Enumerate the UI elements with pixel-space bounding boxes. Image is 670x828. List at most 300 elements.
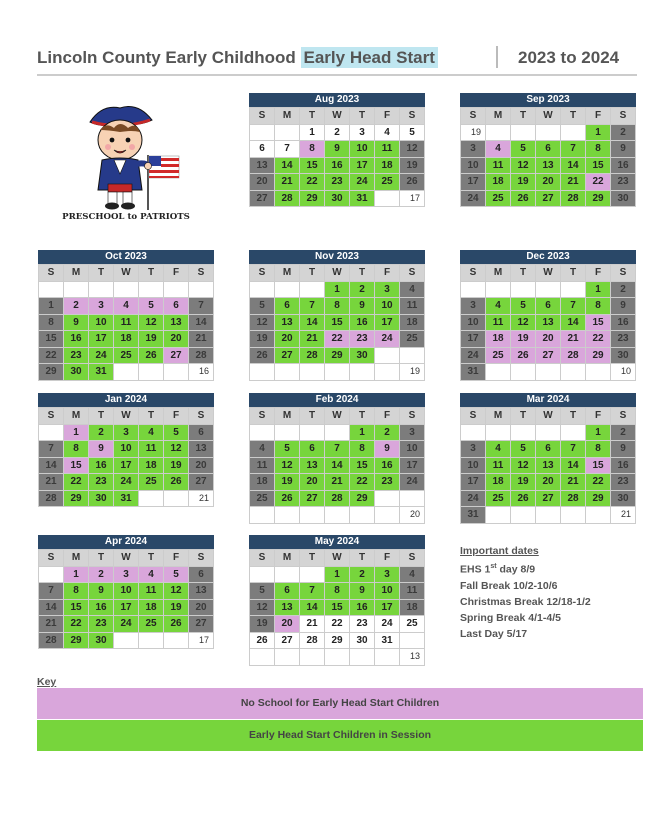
important-dates (460, 543, 591, 642)
calendar-day: 9 (350, 583, 375, 600)
calendar-day: 28 (561, 491, 586, 508)
calendar-day: 16 (611, 158, 636, 175)
calendar-day: 7 (325, 441, 350, 458)
calendar-day: 15 (325, 600, 350, 617)
calendar-empty-cell (275, 507, 300, 524)
calendar-day: 2 (611, 125, 636, 142)
calendar-day: 2 (64, 298, 89, 315)
key-no-school: No School for Early Head Start Children (37, 688, 643, 719)
calendar-empty-cell (375, 491, 400, 508)
calendar-day: 18 (400, 315, 425, 332)
calendar-month-title: Aug 2023 (249, 93, 425, 107)
calendar-day: 4 (486, 441, 511, 458)
day-of-week-header: S (189, 408, 214, 425)
calendar-month-title: Sep 2023 (460, 93, 636, 107)
calendar-empty-cell (375, 191, 400, 208)
calendar-day: 10 (89, 315, 114, 332)
day-of-week-header: W (536, 108, 561, 125)
calendar-day: 23 (325, 174, 350, 191)
calendar-empty-cell (350, 649, 375, 666)
calendar-day: 14 (189, 315, 214, 332)
school-day-count: 21 (611, 507, 636, 524)
calendar-oct-2023 (38, 250, 214, 381)
calendar-day: 6 (250, 141, 275, 158)
day-of-week-header: T (89, 550, 114, 567)
header-underline (37, 74, 637, 76)
calendar-day: 6 (275, 583, 300, 600)
calendar-day: 19 (275, 474, 300, 491)
calendar-day: 8 (64, 441, 89, 458)
calendar-day: 10 (375, 583, 400, 600)
calendar-day: 4 (400, 567, 425, 584)
calendar-day: 30 (325, 191, 350, 208)
calendar-day: 6 (536, 141, 561, 158)
calendar-day: 18 (139, 458, 164, 475)
calendar-day: 11 (486, 458, 511, 475)
day-of-week-header: W (114, 408, 139, 425)
calendar-day: 21 (325, 474, 350, 491)
calendar-empty-cell (536, 125, 561, 142)
calendar-grid (38, 407, 214, 507)
calendar-day: 18 (486, 474, 511, 491)
calendar-day: 3 (89, 298, 114, 315)
calendar-day: 23 (611, 174, 636, 191)
calendar-empty-cell (139, 491, 164, 508)
calendar-mar-2024 (460, 393, 636, 524)
calendar-day: 6 (536, 298, 561, 315)
school-day-count: 21 (189, 491, 214, 508)
calendar-empty-cell (114, 282, 139, 299)
important-date-item: Last Day 5/17 (460, 627, 528, 640)
school-day-count: 17 (400, 191, 425, 208)
calendar-day: 9 (325, 141, 350, 158)
calendar-day: 17 (375, 600, 400, 617)
calendar-empty-cell (250, 364, 275, 381)
calendar-day: 3 (350, 125, 375, 142)
calendar-day: 10 (375, 298, 400, 315)
calendar-month-title: Dec 2023 (460, 250, 636, 264)
calendar-day: 20 (536, 474, 561, 491)
calendar-day: 16 (611, 458, 636, 475)
calendar-empty-cell (350, 507, 375, 524)
calendar-day: 20 (536, 174, 561, 191)
calendar-day: 6 (189, 425, 214, 442)
calendar-day: 1 (64, 425, 89, 442)
day-of-week-header: W (325, 108, 350, 125)
calendar-day: 24 (114, 616, 139, 633)
calendar-day: 18 (486, 174, 511, 191)
calendar-day: 20 (189, 458, 214, 475)
calendar-day: 15 (586, 158, 611, 175)
day-of-week-header: S (189, 265, 214, 282)
school-day-count: 19 (400, 364, 425, 381)
calendar-empty-cell (461, 282, 486, 299)
calendar-day: 1 (350, 425, 375, 442)
calendar-empty-cell (561, 364, 586, 381)
calendar-day: 12 (511, 315, 536, 332)
calendar-day: 7 (275, 141, 300, 158)
day-of-week-header: F (164, 550, 189, 567)
calendar-empty-cell (164, 282, 189, 299)
calendar-day: 6 (189, 567, 214, 584)
calendar-day: 19 (250, 616, 275, 633)
calendar-day: 7 (561, 441, 586, 458)
calendar-day: 3 (114, 425, 139, 442)
calendar-day: 14 (325, 458, 350, 475)
calendar-empty-cell (300, 425, 325, 442)
calendar-day: 19 (139, 331, 164, 348)
calendar-day: 31 (89, 364, 114, 381)
day-of-week-header: W (536, 408, 561, 425)
calendar-day: 5 (275, 441, 300, 458)
calendar-day: 4 (400, 282, 425, 299)
calendar-day: 19 (511, 474, 536, 491)
calendar-day: 26 (275, 491, 300, 508)
calendar-empty-cell (300, 567, 325, 584)
calendar-day: 11 (139, 441, 164, 458)
calendar-month-title: May 2024 (249, 535, 425, 549)
calendar-day: 14 (39, 458, 64, 475)
calendar-day: 21 (561, 174, 586, 191)
calendar-day: 26 (250, 348, 275, 365)
day-of-week-header: M (486, 265, 511, 282)
day-of-week-header: S (611, 408, 636, 425)
calendar-day: 6 (300, 441, 325, 458)
calendar-day: 29 (325, 348, 350, 365)
key-title: Key (37, 676, 57, 688)
calendar-day: 16 (325, 158, 350, 175)
calendar-day: 18 (114, 331, 139, 348)
calendar-day: 24 (461, 348, 486, 365)
calendar-day: 22 (64, 474, 89, 491)
calendar-empty-cell (486, 507, 511, 524)
calendar-day: 3 (375, 282, 400, 299)
school-day-count: 10 (611, 364, 636, 381)
calendar-day: 5 (250, 583, 275, 600)
calendar-day: 17 (375, 315, 400, 332)
calendar-day: 29 (64, 633, 89, 650)
calendar-day: 7 (39, 441, 64, 458)
day-of-week-header: W (114, 265, 139, 282)
day-of-week-header: T (89, 408, 114, 425)
calendar-may-2024 (249, 535, 425, 666)
calendar-day: 26 (139, 348, 164, 365)
calendar-day: 2 (325, 125, 350, 142)
day-of-week-header: T (350, 265, 375, 282)
day-of-week-header: S (250, 265, 275, 282)
calendar-empty-cell (561, 507, 586, 524)
calendar-day: 5 (164, 567, 189, 584)
day-of-week-header: F (375, 408, 400, 425)
calendar-day: 15 (64, 458, 89, 475)
calendar-day: 29 (325, 633, 350, 650)
day-of-week-header: S (461, 108, 486, 125)
calendar-empty-cell (486, 125, 511, 142)
day-of-week-header: T (139, 265, 164, 282)
calendar-day: 31 (461, 507, 486, 524)
day-of-week-header: S (39, 408, 64, 425)
calendar-day: 27 (300, 491, 325, 508)
calendar-day: 28 (39, 491, 64, 508)
calendar-nov-2023 (249, 250, 425, 381)
calendar-day: 23 (350, 331, 375, 348)
calendar-empty-cell (511, 282, 536, 299)
calendar-day: 10 (461, 315, 486, 332)
calendar-day: 22 (300, 174, 325, 191)
calendar-day: 11 (486, 315, 511, 332)
calendar-day: 24 (114, 474, 139, 491)
calendar-day: 11 (250, 458, 275, 475)
calendar-day: 22 (39, 348, 64, 365)
calendar-day: 24 (89, 348, 114, 365)
calendar-day: 13 (536, 458, 561, 475)
calendar-day: 3 (461, 441, 486, 458)
school-day-count: 20 (400, 507, 425, 524)
calendar-day: 12 (511, 158, 536, 175)
calendar-day: 30 (611, 348, 636, 365)
calendar-empty-cell (400, 348, 425, 365)
day-of-week-header: T (300, 265, 325, 282)
calendar-empty-cell (461, 425, 486, 442)
calendar-grid (38, 264, 214, 381)
calendar-day: 9 (89, 441, 114, 458)
title-highlight: Early Head Start (301, 47, 438, 68)
calendar-month-title: Apr 2024 (38, 535, 214, 549)
calendar-day: 3 (400, 425, 425, 442)
calendar-grid (249, 107, 425, 207)
calendar-day: 5 (400, 125, 425, 142)
calendar-day: 1 (39, 298, 64, 315)
day-of-week-header: T (139, 408, 164, 425)
calendar-empty-cell (164, 633, 189, 650)
day-of-week-header: T (511, 408, 536, 425)
calendar-day: 10 (461, 458, 486, 475)
calendar-day: 15 (39, 331, 64, 348)
calendar-empty-cell (39, 567, 64, 584)
day-of-week-header: T (350, 108, 375, 125)
calendar-day: 29 (586, 348, 611, 365)
calendar-empty-cell (250, 567, 275, 584)
calendar-day: 30 (350, 348, 375, 365)
calendar-empty-cell (275, 364, 300, 381)
calendar-empty-cell (250, 507, 275, 524)
calendar-day: 10 (350, 141, 375, 158)
calendar-day: 21 (275, 174, 300, 191)
day-of-week-header: F (375, 265, 400, 282)
calendar-day: 24 (461, 191, 486, 208)
calendar-day: 23 (350, 616, 375, 633)
calendar-day: 2 (611, 282, 636, 299)
calendar-day: 24 (461, 491, 486, 508)
day-of-week-header: M (64, 550, 89, 567)
calendar-day: 28 (300, 633, 325, 650)
calendar-empty-cell (325, 507, 350, 524)
calendar-day: 17 (461, 474, 486, 491)
day-of-week-header: T (511, 265, 536, 282)
important-dates-title: Important dates (460, 545, 539, 557)
calendar-day: 23 (375, 474, 400, 491)
calendar-day: 4 (486, 141, 511, 158)
calendar-day: 3 (375, 567, 400, 584)
day-of-week-header: W (325, 265, 350, 282)
calendar-grid (249, 407, 425, 524)
calendar-empty-cell (400, 633, 425, 650)
calendar-day: 29 (350, 491, 375, 508)
calendar-day: 21 (561, 474, 586, 491)
calendar-day: 28 (39, 633, 64, 650)
school-day-count: 13 (400, 649, 425, 666)
calendar-day: 17 (400, 458, 425, 475)
header-divider (496, 46, 498, 68)
calendar-day: 2 (89, 567, 114, 584)
calendar-day: 11 (375, 141, 400, 158)
day-of-week-header: F (586, 408, 611, 425)
calendar-empty-cell (275, 125, 300, 142)
page-title (37, 48, 438, 68)
day-of-week-header: F (586, 265, 611, 282)
calendar-empty-cell (89, 282, 114, 299)
calendar-day: 11 (139, 583, 164, 600)
calendar-grid (249, 264, 425, 381)
calendar-empty-cell (164, 491, 189, 508)
day-of-week-header: W (325, 408, 350, 425)
calendar-day: 26 (164, 474, 189, 491)
calendar-day: 12 (250, 315, 275, 332)
calendar-day: 15 (325, 315, 350, 332)
calendar-day: 13 (189, 583, 214, 600)
calendar-day: 12 (164, 583, 189, 600)
calendar-day: 16 (611, 315, 636, 332)
calendar-day: 13 (536, 158, 561, 175)
calendar-day: 1 (586, 125, 611, 142)
calendar-day: 11 (114, 315, 139, 332)
calendar-day: 27 (536, 348, 561, 365)
calendar-day: 17 (89, 331, 114, 348)
day-of-week-header: S (400, 408, 425, 425)
calendar-day: 19 (511, 174, 536, 191)
calendar-day: 2 (350, 567, 375, 584)
calendar-jan-2024 (38, 393, 214, 507)
calendar-day: 15 (350, 458, 375, 475)
calendar-empty-cell (586, 364, 611, 381)
calendar-day: 25 (375, 174, 400, 191)
calendar-empty-cell (275, 649, 300, 666)
calendar-grid (460, 264, 636, 381)
calendar-day: 22 (350, 474, 375, 491)
calendar-day: 29 (586, 191, 611, 208)
calendar-day: 14 (561, 315, 586, 332)
calendar-day: 7 (189, 298, 214, 315)
calendar-empty-cell (325, 364, 350, 381)
important-date-item: Christmas Break 12/18-1/2 (460, 595, 591, 608)
calendar-day: 30 (350, 633, 375, 650)
calendar-day: 27 (189, 616, 214, 633)
day-of-week-header: W (114, 550, 139, 567)
calendar-day: 25 (486, 348, 511, 365)
calendar-day: 12 (164, 441, 189, 458)
calendar-day: 22 (586, 474, 611, 491)
calendar-empty-cell (325, 425, 350, 442)
calendar-day: 9 (89, 583, 114, 600)
calendar-empty-cell (189, 282, 214, 299)
calendar-day: 19 (250, 331, 275, 348)
calendar-day: 1 (325, 567, 350, 584)
calendar-empty-cell (139, 633, 164, 650)
calendar-day: 27 (275, 348, 300, 365)
calendar-day: 26 (511, 348, 536, 365)
calendar-day: 14 (561, 458, 586, 475)
calendar-day: 22 (586, 331, 611, 348)
calendar-dec-2023 (460, 250, 636, 381)
calendar-day: 15 (586, 458, 611, 475)
calendar-day: 16 (350, 315, 375, 332)
calendar-day: 15 (586, 315, 611, 332)
calendar-day: 27 (536, 491, 561, 508)
day-of-week-header: T (300, 550, 325, 567)
day-of-week-header: F (164, 265, 189, 282)
calendar-day: 15 (300, 158, 325, 175)
calendar-day: 28 (325, 491, 350, 508)
calendar-day: 25 (400, 616, 425, 633)
calendar-day: 3 (461, 298, 486, 315)
calendar-day: 12 (400, 141, 425, 158)
calendar-empty-cell (164, 364, 189, 381)
calendar-day: 17 (350, 158, 375, 175)
calendar-day: 27 (189, 474, 214, 491)
calendar-day: 30 (64, 364, 89, 381)
calendar-day: 6 (164, 298, 189, 315)
calendar-day: 8 (325, 583, 350, 600)
day-of-week-header: S (250, 108, 275, 125)
calendar-day: 2 (350, 282, 375, 299)
calendar-day: 13 (275, 600, 300, 617)
calendar-day: 9 (611, 141, 636, 158)
calendar-day: 4 (250, 441, 275, 458)
calendar-day: 13 (250, 158, 275, 175)
calendar-day: 19 (164, 600, 189, 617)
calendar-day: 24 (350, 174, 375, 191)
calendar-day: 1 (586, 425, 611, 442)
calendar-day: 5 (511, 441, 536, 458)
calendar-empty-cell (561, 125, 586, 142)
calendar-empty-cell (64, 282, 89, 299)
day-of-week-header: S (189, 550, 214, 567)
calendar-day: 28 (300, 348, 325, 365)
calendar-empty-cell (511, 125, 536, 142)
calendar-day: 16 (64, 331, 89, 348)
patriot-mascot-logo (62, 100, 190, 222)
calendar-empty-cell (375, 649, 400, 666)
calendar-day: 5 (511, 141, 536, 158)
calendar-grid (460, 407, 636, 524)
day-of-week-header: T (561, 408, 586, 425)
calendar-day: 13 (189, 441, 214, 458)
day-of-week-header: S (461, 408, 486, 425)
calendar-day: 20 (275, 331, 300, 348)
calendar-day: 24 (375, 616, 400, 633)
calendar-empty-cell (250, 649, 275, 666)
day-of-week-header: W (536, 265, 561, 282)
calendar-empty-cell (250, 282, 275, 299)
calendar-empty-cell (536, 364, 561, 381)
calendar-day: 10 (400, 441, 425, 458)
calendar-day: 2 (89, 425, 114, 442)
calendar-day: 8 (350, 441, 375, 458)
calendar-day: 25 (139, 616, 164, 633)
day-of-week-header: S (461, 265, 486, 282)
calendar-day: 12 (139, 315, 164, 332)
calendar-day: 8 (64, 583, 89, 600)
